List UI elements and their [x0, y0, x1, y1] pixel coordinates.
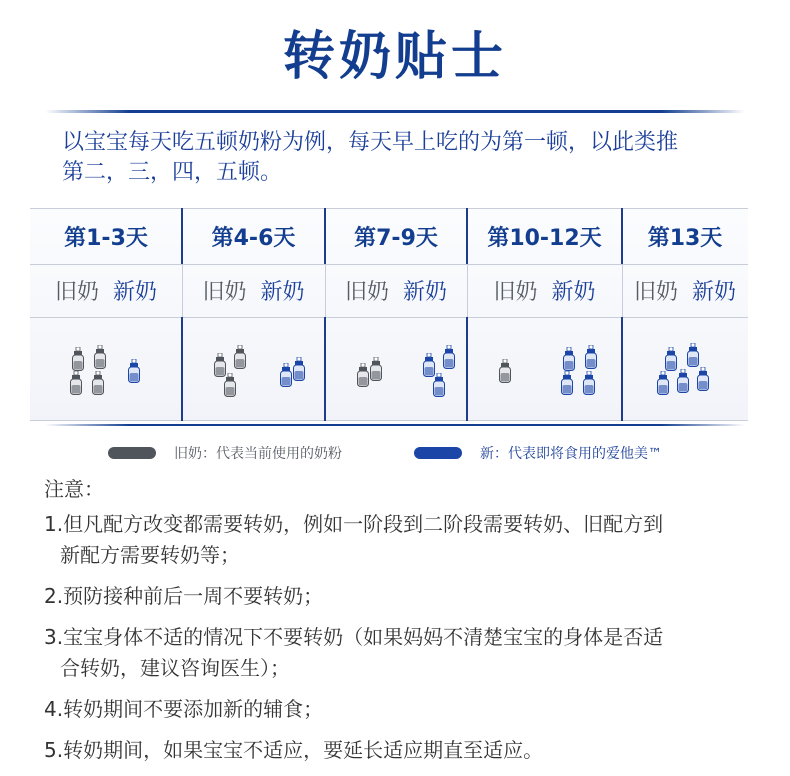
new-formula-label: 新奶: [113, 280, 158, 305]
new-formula-bottle-icon: [292, 357, 306, 381]
notes-list: [44, 509, 764, 766]
note-line: 合转奶，建议咨询医生）；: [60, 656, 290, 680]
title-divider: [45, 110, 745, 113]
old-formula-label: 旧奶: [202, 280, 247, 305]
new-formula-label: 新奶: [551, 280, 596, 305]
notes-heading: 注意：: [44, 477, 104, 501]
note-item: [44, 581, 764, 612]
stage-bottles-3: [325, 317, 467, 421]
legend-old: [108, 443, 342, 463]
stage-header-1: 第1-3天: [64, 225, 148, 251]
new-formula-bottle-icon: [582, 371, 596, 395]
old-formula-label: 旧奶: [633, 280, 678, 305]
transition-schedule-table: [30, 208, 748, 421]
new-formula-bottle-icon: [686, 343, 700, 367]
new-swatch: [414, 447, 462, 459]
stage-subheader-1: [30, 264, 182, 317]
note-item: [44, 735, 764, 766]
intro-line-2: 第二，三，四，五顿。: [62, 160, 283, 185]
stage-bottles-1: [30, 317, 182, 421]
old-formula-bottle-icon: [223, 373, 237, 397]
legend-new: [414, 443, 662, 463]
new-formula-bottle-icon: [656, 371, 670, 395]
note-line: 3.宝宝身体不适的情况下不要转奶（如果妈妈不清楚宝宝的身体是否适: [44, 625, 664, 649]
stage-header-2: 第4-6天: [211, 225, 296, 251]
stage-subheader-4: [467, 264, 622, 317]
new-formula-label: 新奶: [403, 280, 448, 305]
old-formula-bottle-icon: [91, 371, 105, 395]
new-formula-bottle-icon: [127, 359, 141, 383]
note-item: [44, 694, 764, 725]
stage-subheader-3: [325, 264, 467, 317]
new-formula-bottle-icon: [664, 347, 678, 371]
new-formula-bottle-icon: [676, 369, 690, 393]
legend-old-text: 旧奶：代表当前使用的奶粉: [174, 446, 342, 462]
old-formula-label: 旧奶: [344, 280, 389, 305]
new-formula-label: 新奶: [260, 280, 305, 305]
old-formula-bottle-icon: [356, 363, 370, 387]
stage-header-3: 第7-9天: [354, 225, 438, 251]
table-bottom-divider: [45, 424, 745, 426]
intro-line-1: 以宝宝每天吃五顿奶粉为例，每天早上吃的为第一顿，以此类推: [62, 130, 679, 155]
old-swatch: [108, 447, 156, 459]
note-line: 1.但凡配方改变都需要转奶，例如一阶段到二阶段需要转奶、旧配方到: [44, 512, 664, 536]
old-formula-label: 旧奶: [493, 280, 538, 305]
page-title: 转奶贴士: [282, 27, 507, 87]
stage-subheader-5: [622, 264, 748, 317]
new-formula-bottle-icon: [696, 367, 710, 391]
new-formula-bottle-icon: [584, 345, 598, 369]
stage-header-4: 第10-12天: [487, 225, 602, 251]
old-formula-label: 旧奶: [54, 280, 99, 305]
old-formula-bottle-icon: [69, 371, 83, 395]
note-line: 2.预防接种前后一周不要转奶；: [44, 584, 324, 608]
new-formula-bottle-icon: [432, 373, 446, 397]
stage-header-5: 第13天: [647, 225, 723, 251]
note-line: 4.转奶期间不要添加新的辅食；: [44, 697, 324, 721]
stage-bottles-2: [182, 317, 325, 421]
new-formula-bottle-icon: [442, 345, 456, 369]
stage-bottles-4: [467, 317, 622, 421]
note-line: 新配方需要转奶等；: [60, 543, 240, 567]
new-formula-bottle-icon: [560, 371, 574, 395]
note-line: 5.转奶期间，如果宝宝不适应，要延长适应期直至适应。: [44, 738, 544, 762]
notes-section: [44, 474, 764, 766]
new-formula-label: 新奶: [692, 280, 737, 305]
old-formula-bottle-icon: [498, 359, 512, 383]
old-formula-bottle-icon: [369, 357, 383, 381]
legend-new-text: 新：代表即将食用的爱他美™: [480, 446, 662, 462]
old-formula-bottle-icon: [93, 345, 107, 369]
new-formula-bottle-icon: [562, 347, 576, 371]
new-formula-bottle-icon: [279, 363, 293, 387]
note-item: [44, 509, 764, 571]
stage-bottles-5: [622, 317, 748, 421]
old-formula-bottle-icon: [233, 345, 247, 369]
stage-subheader-2: [182, 264, 325, 317]
note-item: [44, 622, 764, 684]
old-formula-bottle-icon: [71, 347, 85, 371]
intro-text: [62, 128, 752, 188]
